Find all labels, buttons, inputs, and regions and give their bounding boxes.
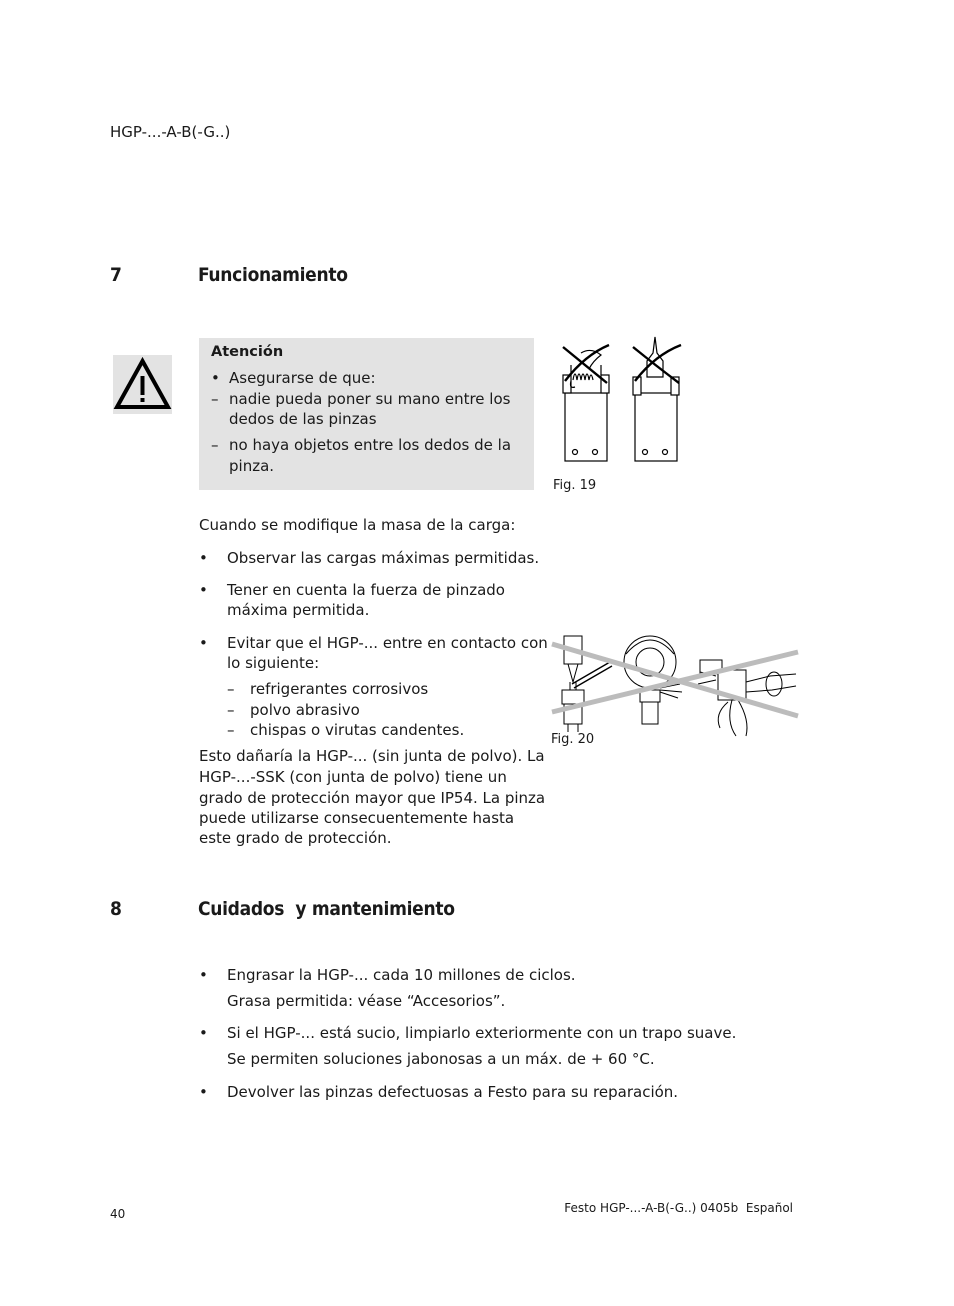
sub-item-2: polvo abrasivo	[250, 701, 360, 719]
attention-dash-glyph: –	[211, 390, 219, 408]
bullet3-line2: lo siguiente:	[227, 654, 320, 672]
dash-glyph: –	[227, 680, 235, 698]
para-line-1: Esto dañaría la HGP-... (sin junta de polvo). La	[199, 747, 545, 765]
section-7-number: 7	[110, 264, 122, 286]
footer-doc: Festo HGP-...-A-B(-G..) 0405b Español	[564, 1201, 793, 1215]
attention-bullet: Asegurarse de que:	[229, 369, 376, 387]
para-line-3: grado de protección mayor que IP54. La pinza	[199, 789, 546, 807]
bullet-glyph: •	[199, 1024, 208, 1042]
dash-glyph: –	[227, 721, 235, 739]
attention-dash1-line2: dedos de las pinzas	[229, 410, 377, 428]
sub-item-1: refrigerantes corrosivos	[250, 680, 429, 698]
bullet3-line1: Evitar que el HGP-... entre en contacto con	[227, 634, 548, 652]
attention-dash2-line1: no haya objetos entre los dedos de la	[229, 436, 512, 454]
intro-text: Cuando se modifique la masa de la carga:	[199, 516, 516, 534]
attention-title: Atención	[211, 344, 284, 360]
s8-bullet2-line1: Si el HGP-... está sucio, limpiarlo exteriormente con un trapo suave.	[227, 1024, 737, 1042]
para-line-2: HGP-...-SSK (con junta de polvo) tiene un	[199, 768, 507, 786]
attention-box	[199, 338, 534, 490]
bullet2-line1: Tener en cuenta la fuerza de pinzado	[227, 581, 505, 599]
attention-dash1-line1: nadie pueda poner su mano entre los	[229, 390, 511, 408]
bullet1: Observar las cargas máximas permitidas.	[227, 549, 540, 567]
dash-glyph: –	[227, 701, 235, 719]
s8-bullet1-line2: Grasa permitida: véase “Accesorios”.	[227, 992, 506, 1010]
s8-bullet3: Devolver las pinzas defectuosas a Festo para su reparación.	[227, 1083, 679, 1101]
warning-icon	[113, 355, 172, 414]
s8-bullet1-line1: Engrasar la HGP-... cada 10 millones de ciclos.	[227, 966, 576, 984]
header-model: HGP-...-A-B(-G..)	[110, 123, 231, 141]
bullet-glyph: •	[199, 549, 208, 567]
fig20-illustration	[550, 632, 800, 737]
attention-dash-glyph: –	[211, 436, 219, 454]
para-line-4: puede utilizarse consecuentemente hasta	[199, 809, 515, 827]
page-number: 40	[110, 1207, 126, 1221]
fig19-illustration	[555, 335, 695, 465]
sub-item-3: chispas o virutas candentes.	[250, 721, 465, 739]
fig19-caption: Fig. 19	[553, 478, 597, 493]
section-8-title: Cuidados y mantenimiento	[198, 898, 455, 920]
section-8-number: 8	[110, 898, 122, 920]
s8-bullet2-line2: Se permiten soluciones jabonosas a un máx. de + 60 °C.	[227, 1050, 655, 1068]
bullet-glyph: •	[199, 1083, 208, 1101]
para-line-5: este grado de protección.	[199, 829, 392, 847]
bullet-glyph: •	[199, 966, 208, 984]
fig20-caption: Fig. 20	[551, 732, 595, 747]
section-7-title: Funcionamiento	[198, 264, 348, 286]
bullet-glyph: •	[199, 634, 208, 652]
bullet-glyph: •	[199, 581, 208, 599]
attention-dash2-line2: pinza.	[229, 457, 275, 475]
attention-bullet-glyph: •	[211, 369, 220, 387]
bullet2-line2: máxima permitida.	[227, 601, 370, 619]
